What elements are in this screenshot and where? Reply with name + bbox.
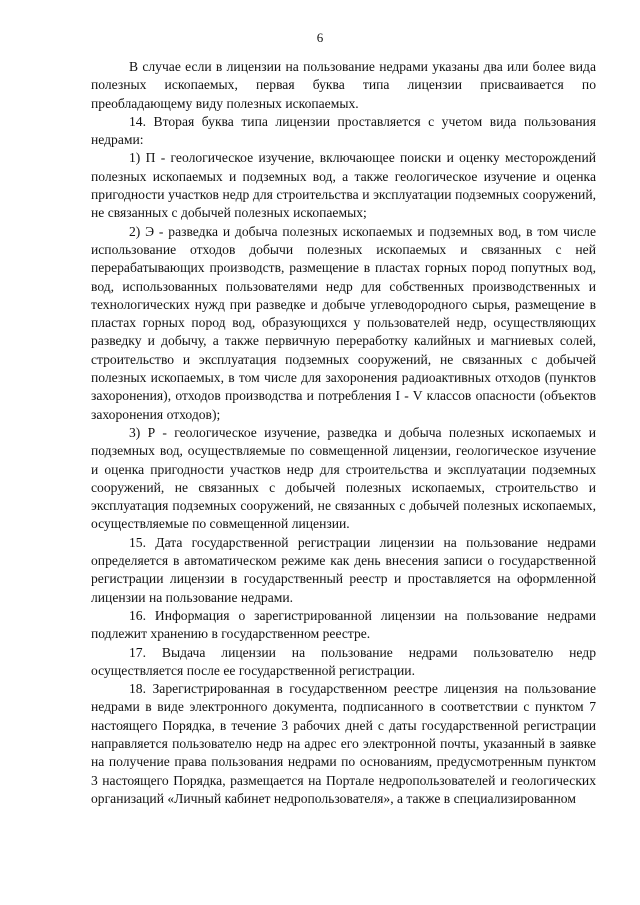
list-item-e-exploration-extraction: 2) Э - разведка и добыча полезных ископаемых и подземных вод, в том числе использование отходов добычи полезных ископаемых и связанных с ней перерабатывающих производств, размещение в пластах горных пород попутных вод, вод, использованных пользователями недр для собственных производственных и технологических нужд при разведке и добыче углеводородного сырья, размещение в пластах горных пород вод, образующихся у пользователей недр, осуществляющих разведку и добычу, а также первичную переработку калийных и магниевых солей, строительство и эксплуатация подземных сооружений, не связанных с добычей полезных ископаемых, в том числе для захоронения радиоактивных отходов (пунктов захоронения), отходов производства и потребления I - V классов опасности (объектов захоронения отходов); [91,223,596,422]
paragraph-16-registry-storage: 16. Информация о зарегистрированной лицензии на пользование недрами подлежит хранению в государственном реестре. [91,607,596,642]
list-item-p-geological-study: 1) П - геологическое изучение, включающее поиски и оценку месторождений полезных ископаемых и подземных вод, а также геологическое изучение и оценка пригодности участков недр для строительства и эксплуатации подземных сооружений, не связанных с добычей полезных ископаемых; [91,150,596,221]
paragraph-17-license-issuance: 17. Выдача лицензии на пользование недрами пользователю недр осуществляется после ее государственной регистрации. [91,644,596,678]
paragraph-14-second-letter: 14. Вторая буква типа лицензии проставляется с учетом вида пользования недрами: [91,113,596,148]
paragraph-preferred-mineral-rule: В случае если в лицензии на пользование недрами указаны два или более вида полезных ископаемых, первая буква типа лицензии присваивается по преобладающему виду полезных ископаемых. [91,59,596,111]
list-item-r-combined-license: 3) Р - геологическое изучение, разведка и добыча полезных ископаемых и подземных вод, осуществляемые по совмещенной лицензии, геологическое изучение и оценка пригодности участков недр для строительства и эксплуатации подземных сооружений, не связанных с добычей полезных ископаемых, строительство и эксплуатация подземных сооружений, не связанных с добычей полезных ископаемых, осуществляемые по совмещенной лицензии. [91,424,596,532]
document-body [91,58,596,808]
paragraph-18-electronic-document: 18. Зарегистрированная в государственном реестре лицензия на пользование недрами в виде электронного документа, подписанного в соответствии с пунктом 7 настоящего Порядка, в течение 3 рабочих дней с даты государственной регистрации направляется пользователю недр на адрес его электронной почты, указанный в заявке на получение права пользования недрами по основаниям, предусмотренным пунктом 3 настоящего Порядка, размещается на Портале недропользователей и геологических организаций «Личный кабинет недропользователя», а также в специализированном [91,681,596,806]
paragraph-15-registration-date: 15. Дата государственной регистрации лицензии на пользование недрами определяется в автоматическом режиме как день внесения записи о государственной регистрации лицензии в государственный реестр и проставляется на оформленной лицензии на пользование недрами. [91,534,596,605]
page-number: 6 [316,30,324,45]
